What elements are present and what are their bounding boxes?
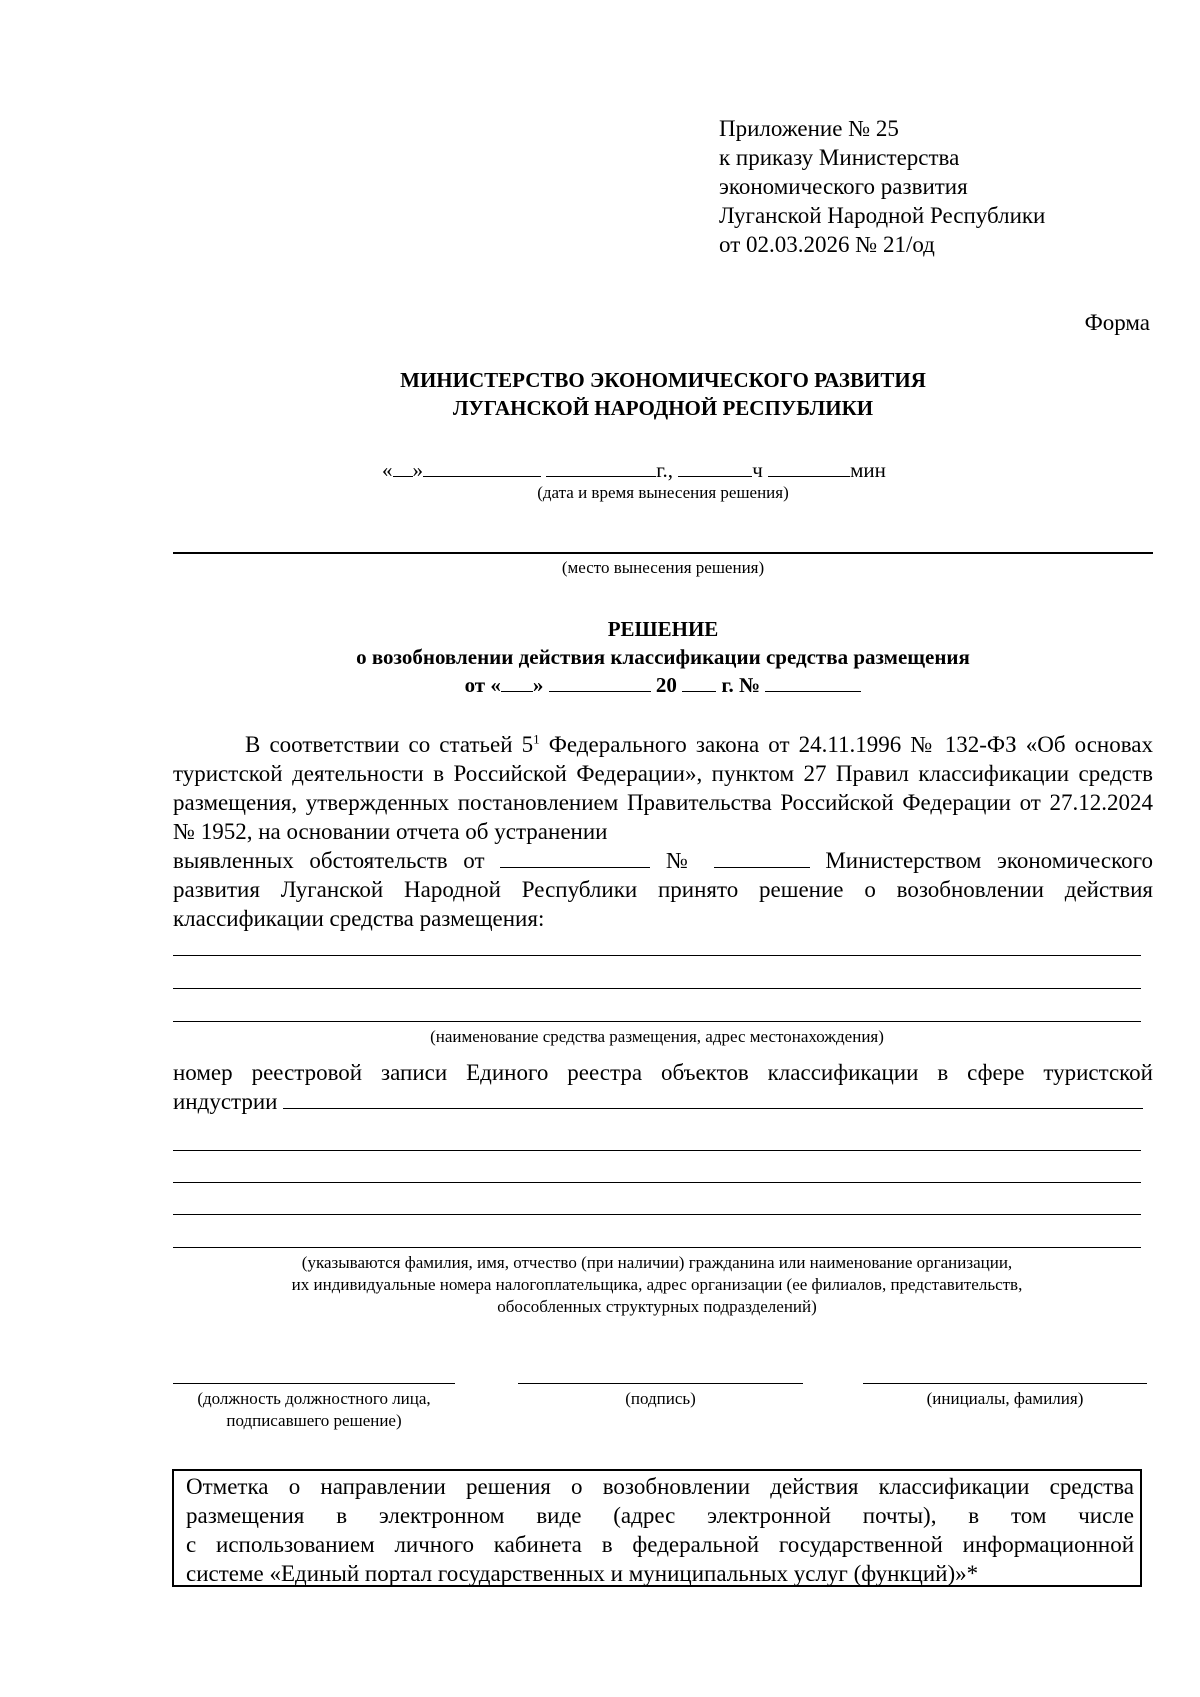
appendix-block — [719, 114, 1159, 259]
notice-line2: размещения в электронном виде (адрес электронной почты), в том числе — [186, 1503, 1134, 1528]
decision-title — [173, 615, 1153, 699]
person-line-1[interactable] — [173, 1150, 1141, 1151]
registry-line2: индустрии — [173, 1087, 1153, 1116]
body-conclusion: развития Луганской Народной Республики принято решение о возобновлении действия классификации средства размещения: — [173, 877, 1153, 931]
appendix-number: Приложение № 25 — [719, 116, 899, 141]
decision-heading: РЕШЕНИЕ — [607, 617, 719, 641]
notice-line1: Отметка о направлении решения о возобновлении действия классификации средства — [186, 1474, 1134, 1499]
facility-line-3[interactable] — [173, 1021, 1141, 1022]
datetime-line: « » г., ч мин — [382, 458, 886, 482]
datetime-caption: (дата и время вынесения решения) — [537, 483, 789, 502]
position-signature-line[interactable] — [173, 1383, 455, 1384]
decision-number-blank[interactable] — [765, 673, 861, 692]
day-blank[interactable] — [393, 458, 413, 477]
person-caption: (указываются фамилия, имя, отчество (при наличии) гражданина или наименование организации, их индивидуальные номера налогоплательщика, адрес организации (ее филиалов, представительств, обособленных структурных подразделений) — [291, 1253, 1023, 1316]
registry-block — [173, 1058, 1153, 1116]
ministry-title-line1: МИНИСТЕРСТВО ЭКОНОМИЧЕСКОГО РАЗВИТИЯ — [400, 368, 926, 392]
notice-line4: системе «Единый портал государственных и муниципальных услуг (функций)»* — [186, 1561, 979, 1586]
month-blank[interactable] — [423, 458, 541, 477]
facility-line-1[interactable] — [173, 955, 1141, 956]
minute-blank[interactable] — [768, 458, 850, 477]
body-paragraph — [173, 730, 1153, 933]
appendix-ministry: экономического развития — [719, 174, 968, 199]
place-line[interactable] — [173, 552, 1153, 554]
decision-month-blank[interactable] — [549, 673, 651, 692]
report-number-blank[interactable] — [714, 849, 810, 868]
body-main: В соответствии со статьей $5^1$ Федерального закона от 24.11.1996 № 132-ФЗ «Об основах туристской деятельности в Российской Федерации», пунктом 27 Правил классификации средств размещения, утвержденных постановлением Правительства Российской Федерации от 27.12.2024 № 1952, на основании отчета об устранении — [173, 731, 1153, 844]
place-caption: (место вынесения решения) — [561, 558, 765, 577]
form-label: Форма — [1084, 310, 1150, 335]
appendix-republic: Луганской Народной Республики — [719, 203, 1046, 228]
decision-subheading: о возобновлении действия классификации средства размещения — [356, 645, 970, 669]
report-date-blank[interactable] — [500, 849, 650, 868]
hour-blank[interactable] — [678, 458, 752, 477]
notice-line3: с использованием личного кабинета в федеральной государственной информационной — [186, 1532, 1134, 1557]
initials-line[interactable] — [863, 1383, 1147, 1384]
appendix-date: от 02.03.2026 № 21/од — [719, 232, 935, 257]
facility-line-2[interactable] — [173, 988, 1141, 989]
ministry-title-line2: ЛУГАНСКОЙ НАРОДНОЙ РЕСПУБЛИКИ — [452, 396, 874, 420]
registry-number-blank[interactable] — [283, 1090, 1143, 1109]
article-superscript: 1 — [533, 731, 540, 747]
signature-line[interactable] — [518, 1383, 803, 1384]
ministry-title — [173, 366, 1153, 422]
initials-caption: (инициалы, фамилия) — [926, 1389, 1084, 1408]
registry-line1: номер реестровой записи Единого реестра объектов классификации в сфере туристской — [173, 1060, 1153, 1085]
appendix-order: к приказу Министерства — [719, 145, 960, 170]
year-blank[interactable] — [546, 458, 656, 477]
decision-date: от « » 20 г. № — [173, 671, 1153, 699]
facility-caption: (наименование средства размещения, адрес местонахождения) — [430, 1027, 884, 1046]
person-line-4[interactable] — [173, 1247, 1141, 1248]
body-circumstances-line: выявленных обстоятельств от № Министерством экономического — [173, 848, 1154, 873]
notice-box — [172, 1469, 1142, 1587]
position-caption: (должность должностного лица, подписавшего решение) — [197, 1389, 431, 1430]
person-line-3[interactable] — [173, 1214, 1141, 1215]
signature-caption: (подпись) — [625, 1389, 696, 1408]
decision-year-blank[interactable] — [682, 673, 716, 692]
person-line-2[interactable] — [173, 1182, 1141, 1183]
decision-day-blank[interactable] — [501, 673, 533, 692]
